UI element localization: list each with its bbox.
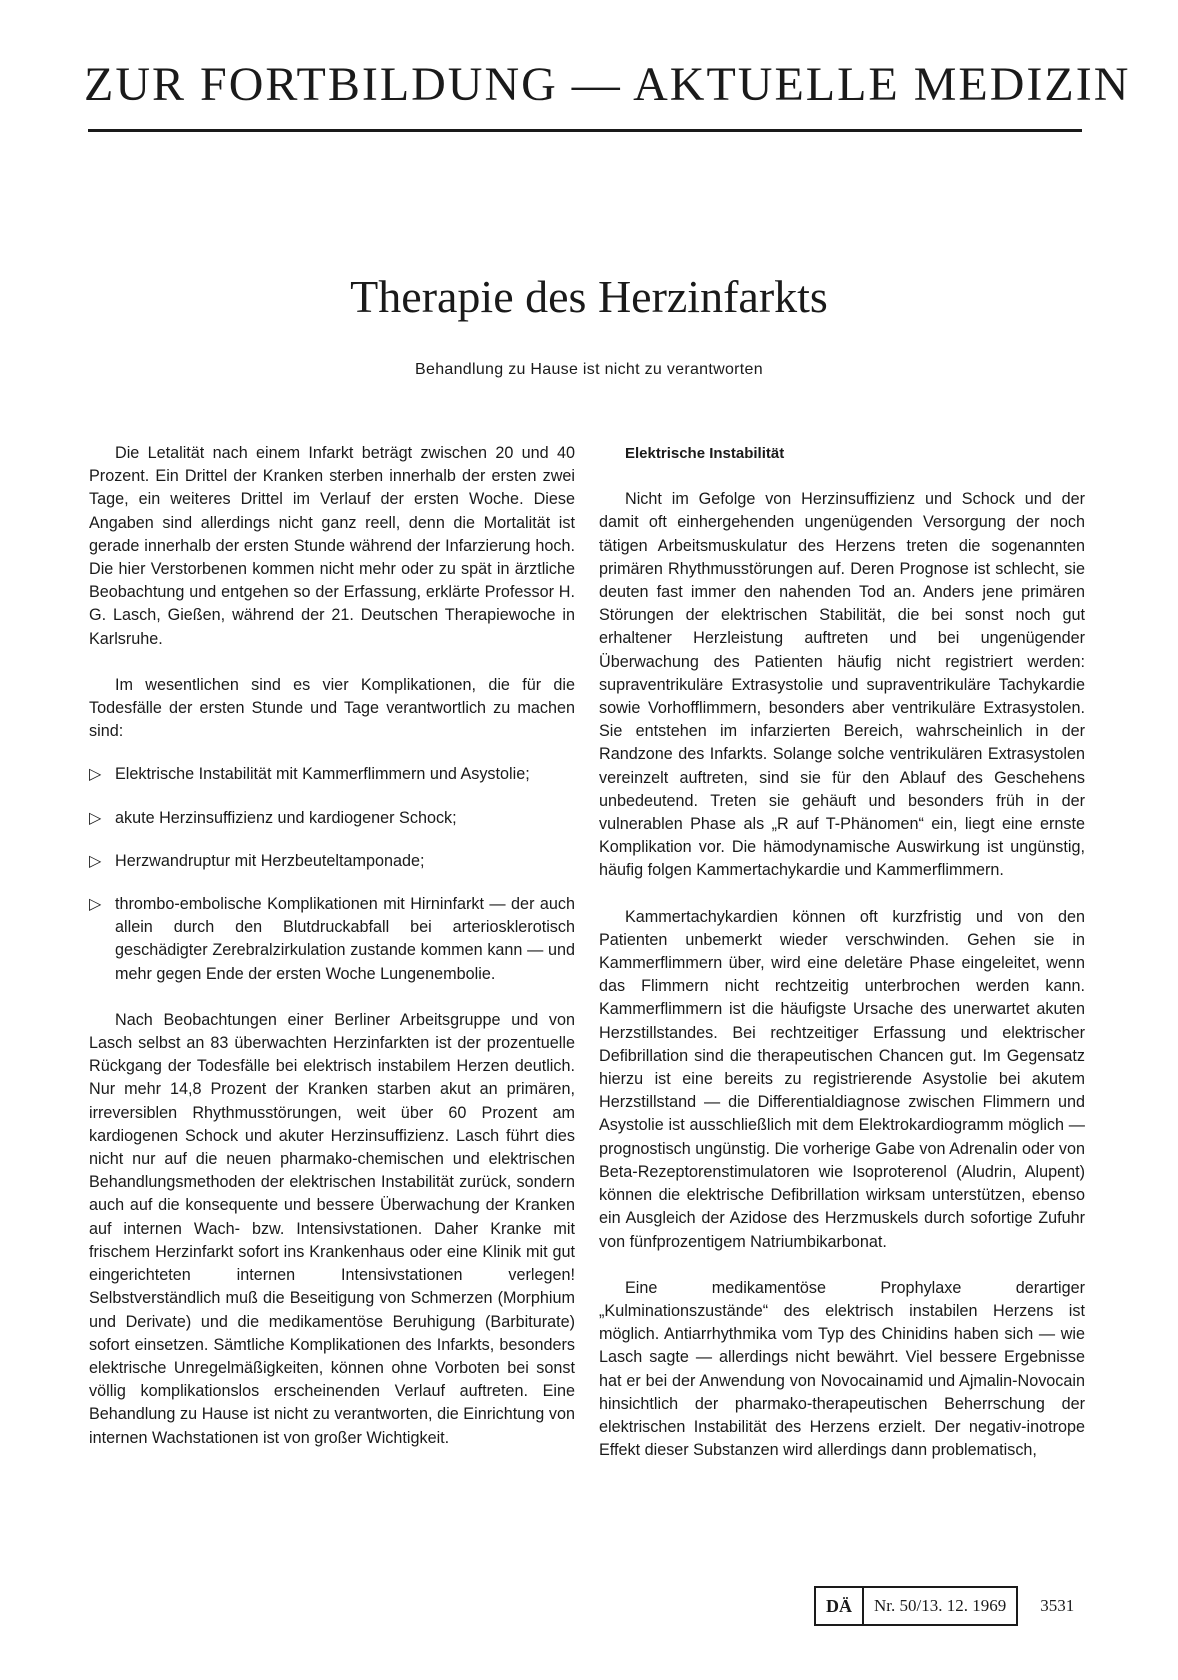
section-heading: Elektrische Instabilität	[625, 445, 785, 462]
bullet-text: Elektrische Instabilität mit Kammerflimmern und Asystolie;	[115, 765, 530, 784]
bullet-text: akute Herzinsuffizienz und kardiogener Schock;	[115, 808, 457, 827]
paragraph: Kammertachykardien können oft kurzfristig und von den Patienten unbemerkt wieder verschwinden. Gehen sie in Kammerflimmern über, wird eine deletäre Phase eingeleitet, wenn das Flimmern nicht rechtzeitig unterbrochen werden kann. Kammerflimmern ist die häufigste Ursache des unerwartet akuten Herzstillstandes. Bei rechtzeitiger Erfassung und elektrischer Defibrillation sind die therapeutischen Chancen gut. Im Gegensatz hierzu ist eine bereits zu registrierende Asystolie bei akutem Herzstillstand — die Differentialdiagnose zwischen Flimmern und Asystolie ist ausschließlich mit dem Elektrokardiogramm möglich — prognostisch ungünstig. Die vorherige Gabe von Adrenalin oder von Beta-Rezeptorenstimulatoren wie Isoproterenol (Aludrin, Alupent) können die elektrische Defibrillation wirksam unterstützen, ebenso ein Ausgleich der Azidose des Herzmuskels durch sofortige Zufuhr von fünfprozentigem Natriumbikarbonat.	[599, 907, 1085, 1251]
journal-logo: DÄ	[816, 1588, 864, 1624]
page-number: 3531	[1040, 1596, 1075, 1615]
article-title: Therapie des Herzinfarkts	[350, 271, 828, 322]
paragraph: Eine medikamentöse Prophylaxe derartiger „Kulminationszustände“ des elektrisch instabilen Herzens ist möglich. Antiarrhythmika vom Typ des Chinidins haben sich — wie Lasch sagte — allerdings nicht bewährt. Viel bessere Ergebnisse hat er bei der Anwendung von Novocainamid und Ajmalin-Novocain hinsichtlich der pharmako-therapeutischen Beherrschung der elektrischen Instabilität des Herzens erzielt. Der negativ-inotrope Effekt dieser Substanzen wird allerdings dann problematisch,	[599, 1278, 1085, 1460]
issue-box	[814, 1586, 1018, 1626]
triangle-bullet-icon: ▷	[89, 852, 102, 870]
bullet-text: Herzwandruptur mit Herzbeuteltamponade;	[115, 851, 425, 870]
triangle-bullet-icon: ▷	[89, 809, 102, 827]
section-header: ZUR FORTBILDUNG — AKTUELLE MEDIZIN	[84, 58, 1131, 111]
issue-number: Nr. 50/13. 12. 1969	[874, 1596, 1007, 1615]
right-column	[599, 442, 1085, 1462]
left-column	[89, 442, 575, 1450]
paragraph: Nach Beobachtungen einer Berliner Arbeitsgruppe und von Lasch selbst an 83 überwachten Herzinfarkten ist der prozentuelle Rückgang der Todesfälle bei elektrisch instabilem Herzen deutlich. Nur mehr 14,8 Prozent der Kranken starben akut an primären, irreversiblen Rhythmusstörungen, weit über 60 Prozent am kardiogenen Schock und akuter Herzinsuffizienz. Lasch führt dies nicht nur auf die neuen pharmako-chemischen und elektrischen Behandlungsmethoden der elektrischen Instabilität zurück, sondern auch auf die konsequente und bessere Überwachung der Kranken auf internen Wach- bzw. Intensivstationen. Daher Kranke mit frischem Herzinfarkt sofort ins Krankenhaus oder eine Klinik mit gut eingerichteten internen Intensivstationen verlegen! Selbstverständlich muß die Beseitigung von Schmerzen (Morphium und Derivate) und die medikamentöse Beruhigung (Barbiturate) sofort einsetzen. Sämtliche Komplikationen des Infarkts, besonders elektrische Unregelmäßigkeiten, können ohne Vorboten bei sonst völlig komplikationslos erscheinenden Verlauf auftreten. Eine Behandlung zu Hause ist nicht zu verantworten, die Einrichtung von internen Wachstationen ist von großer Wichtigkeit.	[89, 1010, 575, 1447]
article-subtitle: Behandlung zu Hause ist nicht zu verantworten	[415, 361, 763, 378]
page-footer	[814, 1586, 1074, 1626]
triangle-bullet-icon: ▷	[89, 766, 102, 784]
bullet-item	[89, 850, 575, 873]
paragraph: Nicht im Gefolge von Herzinsuffizienz und Schock und der damit oft einhergehenden ungenügenden Versorgung der noch tätigen Arbeitsmuskulatur des Herzens treten die sogenannten primären Rhythmusstörungen auf. Deren Prognose ist schlecht, sie deuten fast immer den nahenden Tod an. Anders jene primären Störungen der elektrischen Stabilität, die bei sonst noch gut erhaltener Herzleistung auftreten und bei ungenügender Überwachung des Patienten häufig nicht registriert werden: supraventrikuläre Extrasystolie und supraventrikuläre Tachykardie sowie Vorhofflimmern, besonders aber ventrikuläre Extrasystolen. Sie entstehen im infarzierten Bereich, wahrscheinlich in der Randzone des Infarkts. Solange solche ventrikulären Extrasystolen vereinzelt auftreten, sind sie für den Ablauf des Geschehens unbedeutend. Treten sie gehäuft und besonders früh in der vulnerablen Phase als „R auf T-Phänomen“ ein, liegt eine ernste Komplikation vor. Die hämodynamische Auswirkung ist ungünstig, häufig folgen Kammertachykardie und Kammerflimmern.	[599, 490, 1085, 880]
header-rule	[88, 129, 1082, 132]
bullet-item	[89, 763, 575, 786]
bullet-text: thrombo-embolische Komplikationen mit Hirninfarkt — der auch allein durch den Blutdruckabfall bei arteriosklerotisch geschädigter Zerebralzirkulation zustande kommen kann — und mehr gegen Ende der ersten Woche Lungenembolie.	[115, 895, 575, 983]
paragraph: Die Letalität nach einem Infarkt beträgt zwischen 20 und 40 Prozent. Ein Drittel der Kranken sterben innerhalb der ersten zwei Tage, ein weiteres Drittel im Verlauf der ersten Woche. Diese Angaben sind allerdings nicht ganz reell, denn die Mortalität ist gerade innerhalb der ersten Stunde während der Infarzierung hoch. Die hier Verstorbenen kommen nicht mehr oder zu spät in ärztliche Beobachtung und entgehen so der Erfassung, erklärte Professor H. G. Lasch, Gießen, während der 21. Deutschen Therapiewoche in Karlsruhe.	[89, 444, 575, 648]
paragraph: Im wesentlichen sind es vier Komplikationen, die für die Todesfälle der ersten Stunde und Tage verantwortlich zu machen sind:	[89, 675, 575, 741]
bullet-item	[89, 807, 575, 830]
triangle-bullet-icon: ▷	[89, 896, 102, 914]
bullet-item	[89, 893, 575, 986]
